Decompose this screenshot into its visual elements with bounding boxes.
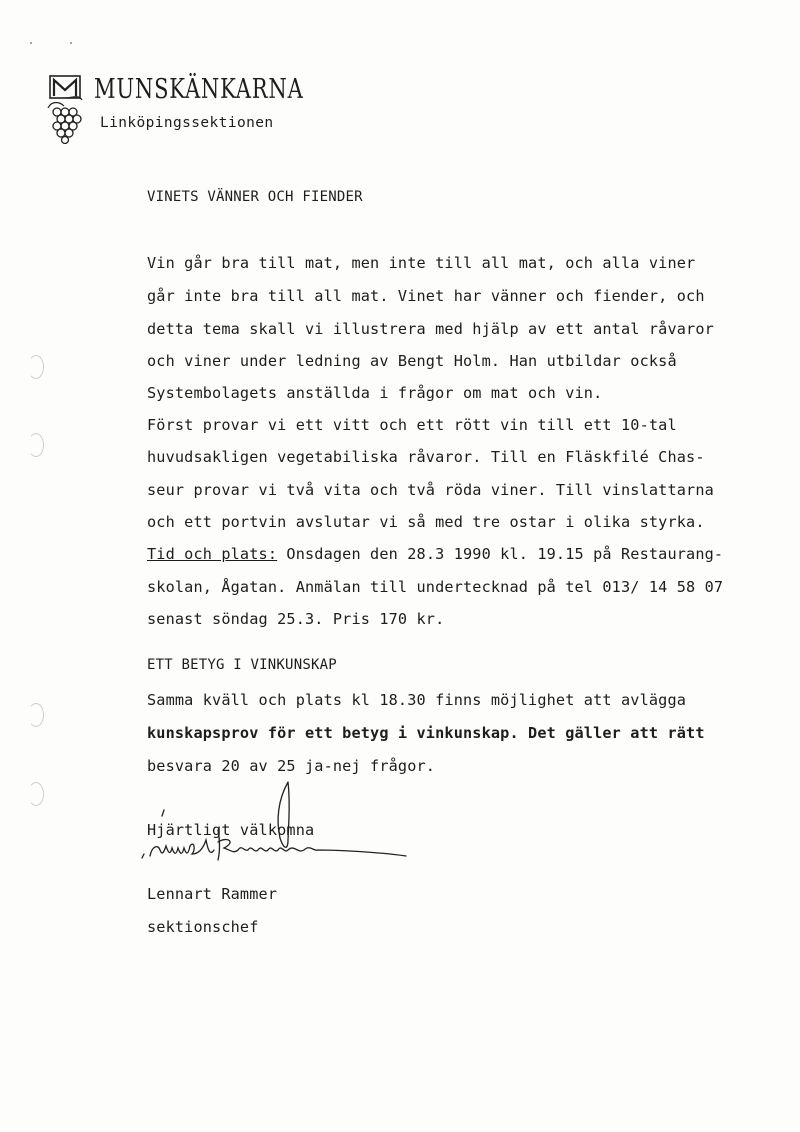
body-line: Vin går bra till mat, men inte till all mat, och alla viner — [147, 254, 696, 272]
time-place-details: Onsdagen den 28.3 1990 kl. 19.15 på Restaurang- — [277, 545, 724, 563]
body-line: besvara 20 av 25 ja-nej frågor. — [147, 757, 436, 775]
speck — [70, 42, 72, 44]
body-line: Först provar vi ett vitt och ett rött vin till ett 10-tal — [147, 416, 677, 434]
body-line: seur provar vi två vita och två röda viner. Till vinslattarna — [147, 481, 714, 499]
time-place-line: senast söndag 25.3. Pris 170 kr. — [147, 610, 445, 628]
body-line: detta tema skall vi illustrera med hjälp av ett antal råvaror — [147, 320, 714, 338]
organization-name: MUNSKÄNKARNA — [94, 74, 304, 105]
time-place-line — [147, 545, 723, 563]
section-heading: ETT BETYG I VINKUNSKAP — [147, 657, 337, 673]
body-line: Samma kväll och plats kl 18.30 finns möjlighet att avlägga — [147, 691, 687, 709]
body-line: huvudsakligen vegetabiliska råvaror. Till en Fläskfilé Chas- — [147, 448, 705, 466]
punch-hole — [28, 355, 44, 379]
body-line: och ett portvin avslutar vi så med tre ostar i olika styrka. — [147, 513, 705, 531]
body-line: går inte bra till all mat. Vinet har vänner och fiender, och — [147, 287, 705, 305]
signer-title: sektionschef — [147, 918, 259, 936]
body-line: kunskapsprov för ett betyg i vinkunskap. Det gäller att rätt — [147, 724, 705, 742]
grape-logo-icon — [46, 74, 92, 144]
punch-hole — [28, 703, 44, 727]
body-line: och viner under ledning av Bengt Holm. Han utbildar också — [147, 352, 677, 370]
handwritten-signature — [138, 780, 418, 880]
speck — [30, 42, 32, 44]
body-line: Systembolagets anställda i frågor om mat och vin. — [147, 384, 603, 402]
punch-hole — [28, 782, 44, 806]
letter-title: VINETS VÄNNER OCH FIENDER — [147, 189, 363, 205]
organization-section: Linköpingssektionen — [100, 115, 274, 131]
punch-hole — [28, 433, 44, 457]
closing-greeting: Hjärtligt välkomna — [147, 821, 315, 839]
signer-name: Lennart Rammer — [147, 885, 278, 903]
time-place-line: skolan, Ågatan. Anmälan till undertecknad på tel 013/ 14 58 07 — [147, 578, 724, 596]
time-place-label: Tid och plats: — [147, 545, 278, 563]
